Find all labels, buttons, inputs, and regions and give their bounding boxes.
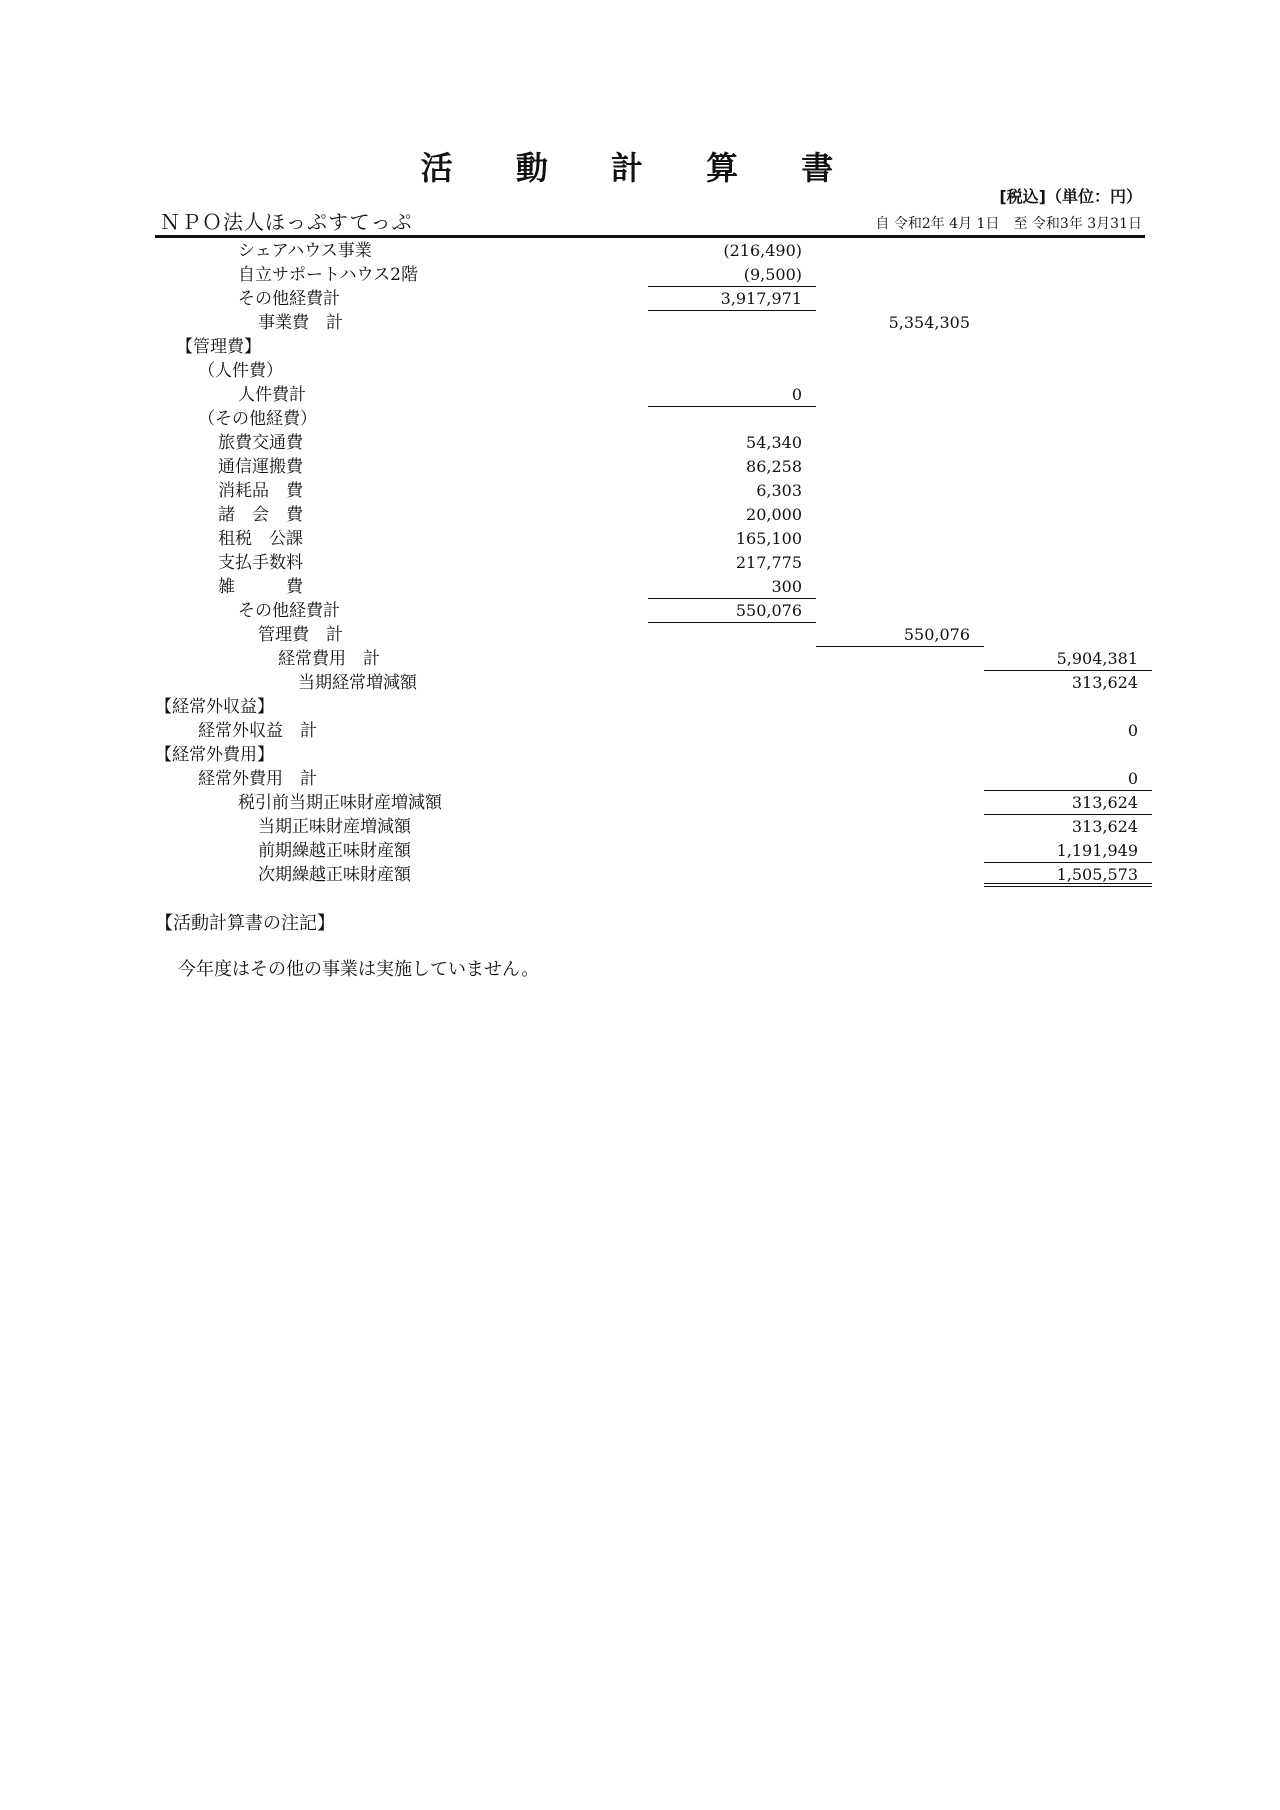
amount-col3: 1,505,573: [984, 863, 1152, 887]
amount-col3: 313,624: [1071, 817, 1138, 836]
statement-row: [0, 359, 1280, 383]
statement-row: [0, 239, 1280, 263]
statement-row: [0, 623, 1280, 647]
amount-col1: (9,500): [648, 263, 816, 287]
fiscal-period: 自 令和2年 4月 1日 至 令和3年 3月31日: [875, 216, 1142, 232]
amount-col3: 313,624: [1071, 673, 1138, 692]
row-label: 前期繰越正味財産額: [258, 841, 411, 861]
statement-row: [0, 743, 1280, 767]
statement-row: [0, 551, 1280, 575]
row-label: 当期正味財産増減額: [258, 817, 411, 837]
row-label: 管理費 計: [258, 625, 343, 645]
statement-row: [0, 719, 1280, 743]
statement-row: [0, 311, 1280, 335]
amount-col1: 6,303: [756, 481, 802, 500]
statement-row: [0, 599, 1280, 623]
notes-heading: 【活動計算書の注記】: [155, 913, 335, 934]
statement-row: [0, 815, 1280, 839]
statement-row: [0, 575, 1280, 599]
amount-col1: 20,000: [746, 505, 802, 524]
statement-row: [0, 335, 1280, 359]
row-label: 諸 会 費: [218, 505, 303, 525]
row-label: その他経費計: [238, 289, 340, 309]
row-label: 経常費用 計: [278, 649, 380, 669]
row-label: 通信運搬費: [218, 457, 303, 477]
row-label: 消耗品 費: [218, 481, 303, 501]
amount-col1: 550,076: [648, 599, 816, 623]
amount-col2: 550,076: [816, 623, 984, 647]
statement-row: [0, 455, 1280, 479]
statement-row: [0, 527, 1280, 551]
row-label: 雑 費: [218, 577, 303, 597]
statement-row: [0, 695, 1280, 719]
row-label: 支払手数料: [218, 553, 303, 573]
row-label: 経常外費用 計: [198, 769, 317, 789]
unit-note: [税込]（単位：円）: [999, 187, 1142, 206]
statement-row: [0, 287, 1280, 311]
organization-name: ＮＰＯ法人ほっぷすてっぷ: [160, 210, 413, 234]
section-heading: 【経常外費用】: [155, 745, 274, 765]
row-label: 事業費 計: [258, 313, 343, 333]
statement-row: [0, 647, 1280, 671]
statement-row: [0, 863, 1280, 887]
row-label: シェアハウス事業: [238, 241, 372, 261]
statement-row: [0, 839, 1280, 863]
section-heading: 【経常外収益】: [155, 697, 274, 717]
amount-col3: 1,191,949: [984, 839, 1152, 863]
amount-col3: 0: [1127, 721, 1138, 740]
amount-col1: 300: [648, 575, 816, 599]
amount-col1: 165,100: [735, 529, 802, 548]
amount-col2: 5,354,305: [888, 313, 970, 332]
amount-col3: 0: [984, 767, 1152, 791]
amount-col1: (216,490): [723, 241, 802, 260]
amount-col1: 217,775: [735, 553, 802, 572]
statement-row: [0, 263, 1280, 287]
statement-row: [0, 767, 1280, 791]
row-label: 旅費交通費: [218, 433, 303, 453]
header-rule: [155, 235, 1145, 238]
statement-row: [0, 407, 1280, 431]
subsection-heading: （その他経費）: [198, 409, 317, 429]
amount-col1: 86,258: [746, 457, 802, 476]
row-label: 人件費計: [238, 385, 306, 405]
amount-col1: 0: [648, 383, 816, 407]
row-label: 税引前当期正味財産増減額: [238, 793, 442, 813]
amount-col3: 5,904,381: [984, 647, 1152, 671]
statement-row: [0, 479, 1280, 503]
statement-table: [0, 239, 1280, 887]
document-title: 活 動 計 算 書: [420, 149, 860, 187]
row-label: その他経費計: [238, 601, 340, 621]
statement-row: [0, 791, 1280, 815]
section-heading: 【管理費】: [176, 337, 261, 357]
amount-col3: 313,624: [984, 791, 1152, 815]
row-label: 自立サポートハウス2階: [238, 265, 418, 285]
statement-row: [0, 383, 1280, 407]
statement-row: [0, 431, 1280, 455]
amount-col1: 3,917,971: [648, 287, 816, 311]
row-label: 租税 公課: [218, 529, 303, 549]
subsection-heading: （人件費）: [198, 361, 283, 381]
row-label: 当期経常増減額: [298, 673, 417, 693]
amount-col1: 54,340: [746, 433, 802, 452]
row-label: 経常外収益 計: [198, 721, 317, 741]
statement-row: [0, 671, 1280, 695]
notes-text: 今年度はその他の事業は実施していません。: [178, 959, 540, 980]
row-label: 次期繰越正味財産額: [258, 865, 411, 885]
statement-row: [0, 503, 1280, 527]
